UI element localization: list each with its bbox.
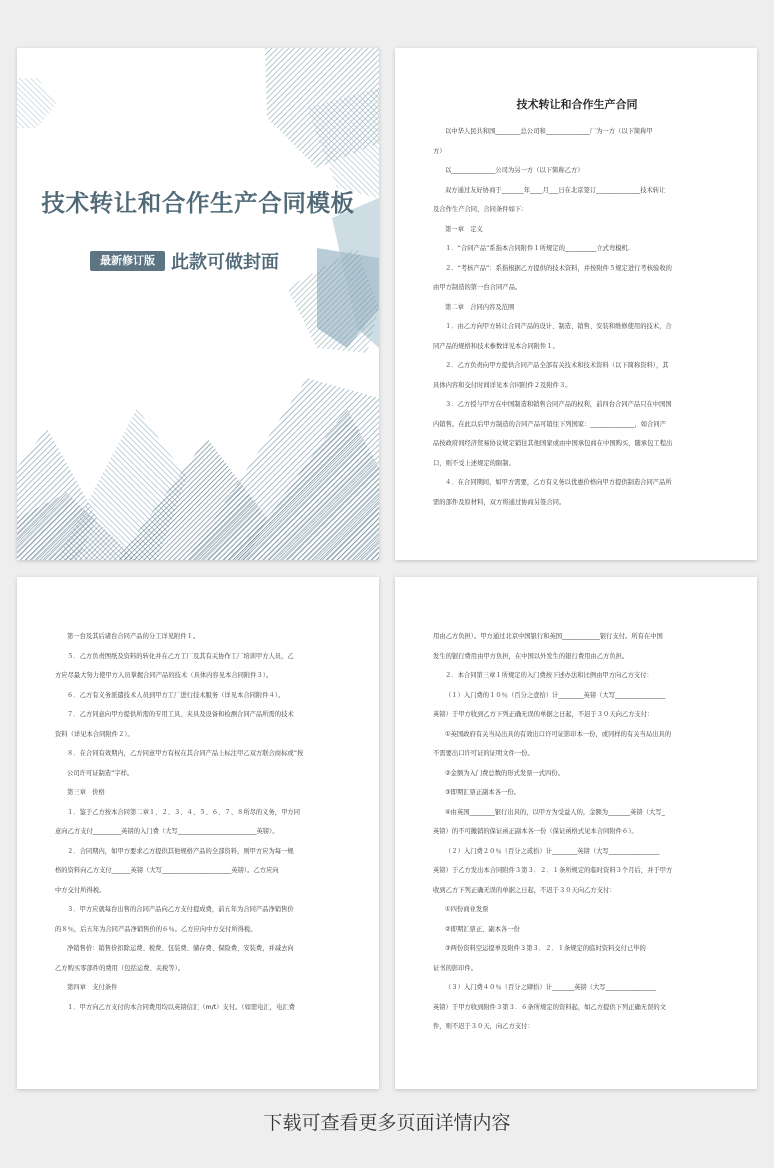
cover-title: 技术转让和合作生产合同模板 — [41, 189, 355, 217]
cover-badge: 最新修订版 — [90, 251, 165, 271]
contract-line: 以______________公司为另一方（以下简称乙方） — [445, 167, 584, 174]
contract-line: ①四份商业发票 — [445, 906, 489, 913]
page2-body — [433, 96, 721, 512]
contract-page-2 — [395, 48, 757, 560]
contract-line: 公司许可证制造”字样。 — [67, 769, 134, 777]
contract-page-3 — [17, 577, 379, 1089]
contract-line: ③即期汇票正副本各一份。 — [445, 789, 520, 796]
contract-line: 第一台及其后诸台合同产品的分工详见附件１。 — [67, 633, 200, 640]
contract-line: 不需要出口许可证的证明文件一份。 — [433, 750, 534, 757]
page4-body — [433, 627, 721, 1037]
contract-line: 发生的银行费用由甲方负担，在中国以外发生的银行费用由乙方负担。 — [433, 652, 629, 660]
contract-line: 净销售价：销售价扣除运费、税费、包装费、储存费、保险费、安装费，并减去向 — [67, 945, 294, 952]
contract-line: 第二章 合同内容及范围 — [445, 303, 515, 311]
contract-line: ②金额为入门费总数的形式发票一式四份。 — [445, 769, 564, 777]
contract-line: 乙方购买零部件的费用（包括运费、关税等）。 — [55, 964, 185, 972]
contract-line: ８．在合同有效期内，乙方同意甲方有权在其合同产品上标注甲乙双方联合商标或”按 — [67, 750, 304, 757]
contract-line: 及合作生产合同，合同条件如下： — [433, 206, 528, 213]
contract-line: ２．本合同第三章１所规定的入门费按下述办法和比例由甲方向乙方支付： — [445, 672, 653, 679]
contract-line: ③两份资料空运提单及附件３第３．２．１条规定的临时资料交付已毕的 — [445, 945, 646, 952]
contract-line: ３．乙方授与甲方在中国制造和销售合同产品的权利，前四台合同产品只在中国国 — [445, 401, 672, 408]
contract-line: 需的部件及原材料，双方将通过协商另签合同。 — [433, 498, 566, 506]
contract-line: ②即期汇票正、副本各一份 — [445, 925, 520, 933]
contract-line: 由甲方制造的第一台合同产品。 — [433, 284, 522, 291]
contract-line: ３．甲方应就每台出售的合同产品向乙方支付提成费，前五年为合同产品净销售价 — [67, 906, 294, 913]
contract-line: ６．乙方有义务派遣技术人员到甲方工厂进行技术服务（详见本合同附件４）。 — [67, 691, 285, 699]
contract-line: 双方通过友好协商于_______年____月___日在北京签订______________技术转让 — [445, 186, 666, 194]
contract-line: 意向乙方支付_________英镑的入门费（大写_________________________英镑）。 — [55, 828, 279, 835]
contract-line: 的８％，后五年为合同产品净销售价的６％。乙方应向中方交付所得税。 — [55, 925, 257, 933]
page3-body — [55, 627, 343, 1017]
contract-line: ７．乙方同意向甲方提供所需的专用工具、夹具及设备和检测合同产品所需的技术 — [67, 711, 294, 718]
contract-line: 件，则不迟于３０天，向乙方支付： — [433, 1023, 534, 1030]
contract-line: ２．合同期内，如甲方要求乙方提供其他规格产品的全部资料，则甲方应为每一规 — [67, 847, 294, 855]
contract-line: 内销售。在此以后甲方制造的合同产品可销往下列国家：______________，如合同产 — [433, 420, 666, 428]
contract-line: １．鉴于乙方按本合同第二章１、２、３、４、５、６、７、８所尽的义务，甲方同 — [67, 808, 300, 816]
contract-line: 方） — [433, 147, 446, 155]
contract-line: 第一章 定义 — [445, 225, 483, 233]
contract-line: 证书的影印件。 — [433, 964, 478, 972]
contract-page-4 — [395, 577, 757, 1089]
page4-lines — [433, 627, 721, 1037]
contract-line: 英镑）于乙方发出本合同附件３第３．２．１条所规定的临时资料３个月后，并于甲方 — [433, 867, 673, 874]
contract-line: （２）入门费２０％（百分之贰拾）计________英镑（大写________________ — [445, 847, 660, 855]
download-caption[interactable]: 下载可查看更多页面详情内容 — [263, 1112, 511, 1134]
contract-line: 以中华人民共和国________总公司和______________厂为一方（以下简称甲 — [445, 128, 653, 135]
contract-line: 收到乙方下列正确无误的单据之日起，不迟于３０天向乙方支付： — [433, 886, 616, 894]
contract-line: 具体内容和交付时间详见本合同附件２及附件３。 — [433, 381, 572, 389]
contract-line: 用由乙方负担）。甲方通过北京中国银行和英国____________银行支付。所有在中国 — [433, 633, 663, 640]
contract-line: 第四章 支付条件 — [67, 984, 118, 991]
contract-line: ５．乙方负责图纸及资料的转化并在乙方工厂及其有关协作工厂培训甲方人员，乙 — [67, 652, 294, 660]
page2-lines — [433, 122, 721, 512]
contract-line: 资料（详见本合同附件２）。 — [55, 730, 134, 738]
cover-subtitle: 此款可做封面 — [171, 252, 279, 273]
contract-line: １．由乙方向甲方转让合同产品的设计、制造、销售、安装和维修使用的技术，合 — [445, 323, 672, 330]
contract-line: １．“合同产品”系指本合同附件１所规定的__________立式弯模机. — [445, 245, 630, 252]
contract-line: ①英国政府有关当局出具的有效出口许可证影印本一份，或同样的有关当局出具的 — [445, 730, 672, 738]
contract-line: （１）入门费的１０％（百分之壹拾）计________英镑（大写________________ — [445, 691, 666, 699]
contract-line: 中方交付所得税。 — [55, 886, 106, 894]
contract-line: 第三章 价格 — [67, 789, 105, 796]
contract-line: 格的资料向乙方支付______英镑（大写______________________英镑）。乙方应向 — [55, 867, 279, 874]
contract-line: 方应尽最大努力使甲方人员掌握合同产品的技术（具体内容见本合同附件３）。 — [55, 672, 273, 679]
contract-line: ４．在合同期间，如甲方需要，乙方有义务以优惠价格向甲方提供制造合同产品所 — [445, 479, 672, 486]
cover-geometric-art — [17, 48, 379, 560]
contract-line: 同产品的规格和技术参数详见本合同附件１。 — [433, 342, 559, 350]
contract-line: （３）入门费４０％（百分之肆拾）计_______英镑（大写________________ — [445, 984, 656, 991]
contract-line: ④由英国________银行出具的，以甲方为受益人的，金额为_______英镑（大写_ — [445, 808, 665, 816]
contract-line: 品按政府间经济贸易协议规定销往其他国家或由中国承包商在中国购买，随承包工程出 — [433, 440, 673, 447]
contract-line: ２．“考核产品”：系指根据乙方提供的技术资料，并按附件５规定进行考核验收的 — [445, 264, 672, 272]
cover-page — [17, 48, 379, 560]
contract-line: ２．乙方负责向甲方提供合同产品全部有关技术和技术资料（以下简称资料），其 — [445, 362, 669, 369]
contract-line: 英镑）的不可撤销的保证函正副本各一份（保证函格式见本合同附件６）。 — [433, 828, 638, 835]
contract-line: 英镑）于甲方收到附件３第３．６条所规定的资料起，如乙方提供下列正确无误的文 — [433, 1003, 666, 1011]
contract-line: 英镑）于甲方收到乙方下列正确无误的单据之日起，不迟于３０天向乙方支付： — [433, 711, 654, 718]
contract-line: 口，则不受上述规定的限制。 — [433, 459, 515, 467]
contract-title: 技术转让和合作生产合同 — [516, 98, 638, 111]
contract-line: １．甲方向乙方支付的本合同费用均以英镑信汇（m/t）支付。（如需电汇，电汇费 — [67, 1003, 295, 1011]
page3-lines — [55, 627, 343, 1017]
